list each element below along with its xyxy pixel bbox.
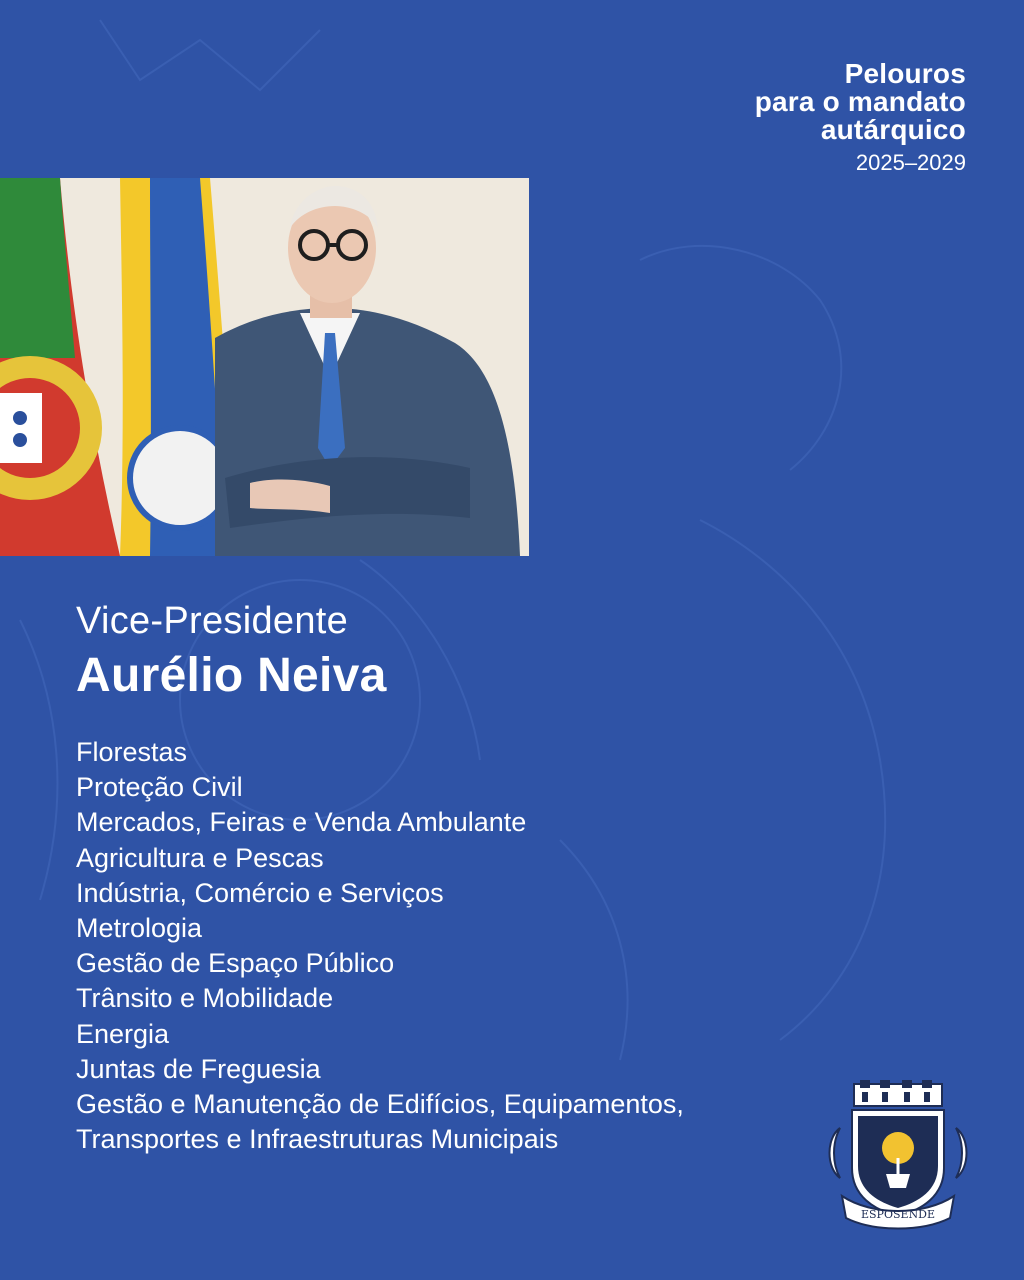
pelouro-item: Gestão e Manutenção de Edifícios, Equipamentos,: [76, 1089, 684, 1120]
pelouro-item: Trânsito e Mobilidade: [76, 983, 334, 1014]
header-years: 2025–2029: [855, 150, 966, 175]
header-title-line-1: Pelouros: [844, 58, 966, 89]
pelouro-item: Mercados, Feiras e Venda Ambulante: [76, 807, 527, 838]
pelouros-list: [76, 735, 796, 1157]
pelouro-item: Juntas de Freguesia: [76, 1053, 321, 1084]
person-role: Vice-Presidente: [76, 600, 349, 642]
pelouro-item: Indústria, Comércio e Serviços: [76, 877, 444, 908]
header-title-line-3: autárquico: [820, 114, 966, 145]
header-title-block: [755, 60, 966, 174]
esposende-crest-logo: [822, 1078, 974, 1230]
pelouro-item: Transportes e Infraestruturas Municipais: [76, 1124, 559, 1155]
pelouro-item: Proteção Civil: [76, 772, 243, 803]
pelouro-item: Metrologia: [76, 913, 203, 944]
portrait-photo: [0, 178, 529, 556]
pelouro-item: Gestão de Espaço Público: [76, 948, 395, 979]
pelouro-item: Energia: [76, 1018, 170, 1049]
header-title-line-2: para o mandato: [754, 86, 966, 117]
pelouro-item: Agricultura e Pescas: [76, 842, 324, 873]
pelouro-item: Florestas: [76, 737, 188, 767]
person-name: Aurélio Neiva: [76, 649, 387, 702]
crest-label: ESPOSENDE: [860, 1208, 936, 1221]
